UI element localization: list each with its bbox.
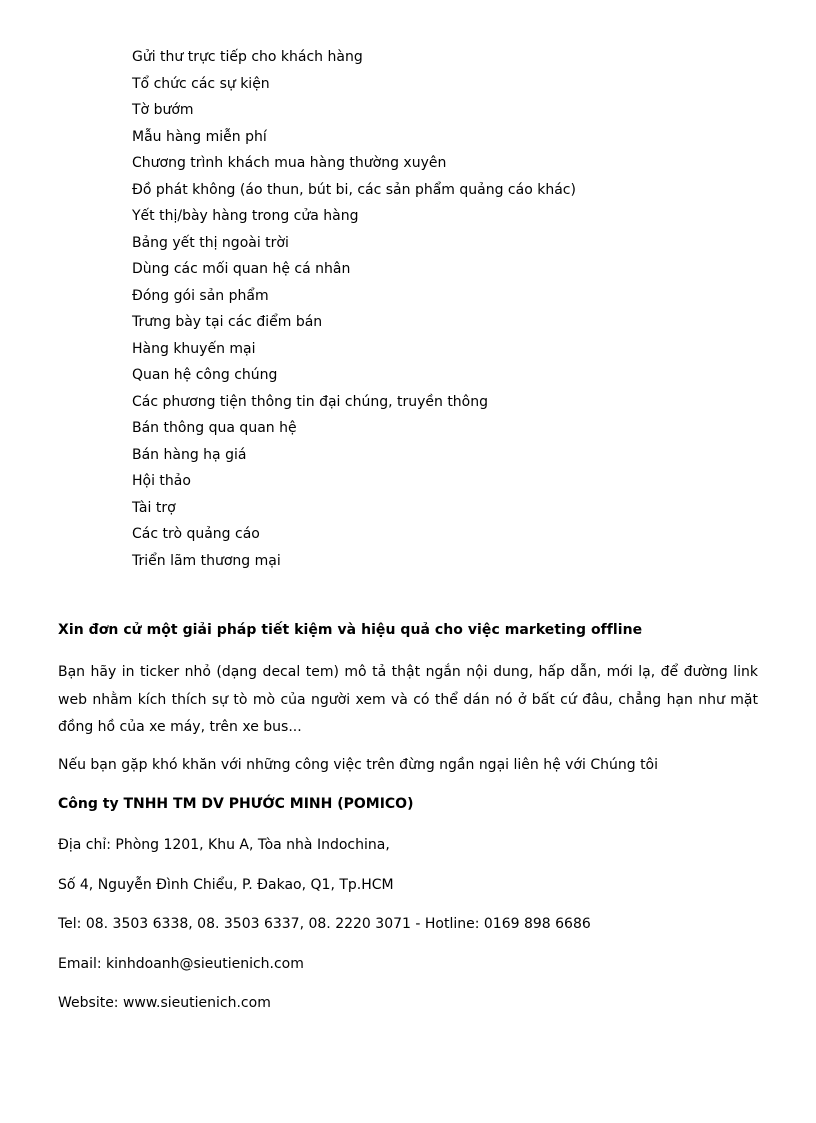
list-item: Bán thông qua quan hệ <box>132 420 297 436</box>
list-item: Chương trình khách mua hàng thường xuyên <box>132 155 447 171</box>
list-item: Tờ bướm <box>132 102 194 118</box>
section-heading: Xin đơn cử một giải pháp tiết kiệm và hiệu quả cho việc marketing offline <box>58 622 643 638</box>
list-item: Các trò quảng cáo <box>132 526 260 542</box>
list-item: Các phương tiện thông tin đại chúng, truyền thông <box>132 393 489 410</box>
list-item: Gửi thư trực tiếp cho khách hàng <box>132 49 363 65</box>
list-item: Hội thảo <box>132 473 191 489</box>
marketing-methods-list <box>132 44 576 574</box>
list-item: Yết thị/bày hàng trong cửa hàng <box>132 208 359 224</box>
address-line-1: Địa chỉ: Phòng 1201, Khu A, Tòa nhà Indochina, <box>58 837 390 853</box>
list-item: Tài trợ <box>132 499 176 516</box>
solution-paragraph: Bạn hãy in ticker nhỏ (dạng decal tem) mô tả thật ngắn nội dung, hấp dẫn, mới lạ, để đường link web nhằm kích thích sự tò mò của người xem và có thể dán nó ở bất cứ đâu, chẳng hạn như mặt đồng hồ của xe máy, trên xe bus... <box>58 664 758 735</box>
list-item: Quan hệ công chúng <box>132 367 278 383</box>
list-item: Mẫu hàng miễn phí <box>132 128 267 145</box>
contact-prompt: Nếu bạn gặp khó khăn với những công việc trên đừng ngần ngại liên hệ với Chúng tôi <box>58 757 659 773</box>
website-line: Website: www.sieutienich.com <box>58 995 271 1011</box>
address-line-2: Số 4, Nguyễn Đình Chiểu, P. Đakao, Q1, Tp.HCM <box>58 877 394 893</box>
list-item: Bảng yết thị ngoài trời <box>132 234 289 251</box>
list-item: Đồ phát không (áo thun, bút bi, các sản phẩm quảng cáo khác) <box>132 181 576 198</box>
company-name: Công ty TNHH TM DV PHƯỚC MINH (POMICO) <box>58 796 414 812</box>
list-item: Tổ chức các sự kiện <box>132 75 270 92</box>
email-line: Email: kinhdoanh@sieutienich.com <box>58 956 304 972</box>
list-item: Triển lãm thương mại <box>132 552 281 569</box>
list-item: Trưng bày tại các điểm bán <box>132 314 323 330</box>
list-item: Dùng các mối quan hệ cá nhân <box>132 261 351 277</box>
phone-line: Tel: 08. 3503 6338, 08. 3503 6337, 08. 2220 3071 - Hotline: 0169 898 6686 <box>58 916 591 932</box>
list-item: Hàng khuyến mại <box>132 340 256 357</box>
list-item: Bán hàng hạ giá <box>132 446 247 463</box>
list-item: Đóng gói sản phẩm <box>132 287 269 304</box>
